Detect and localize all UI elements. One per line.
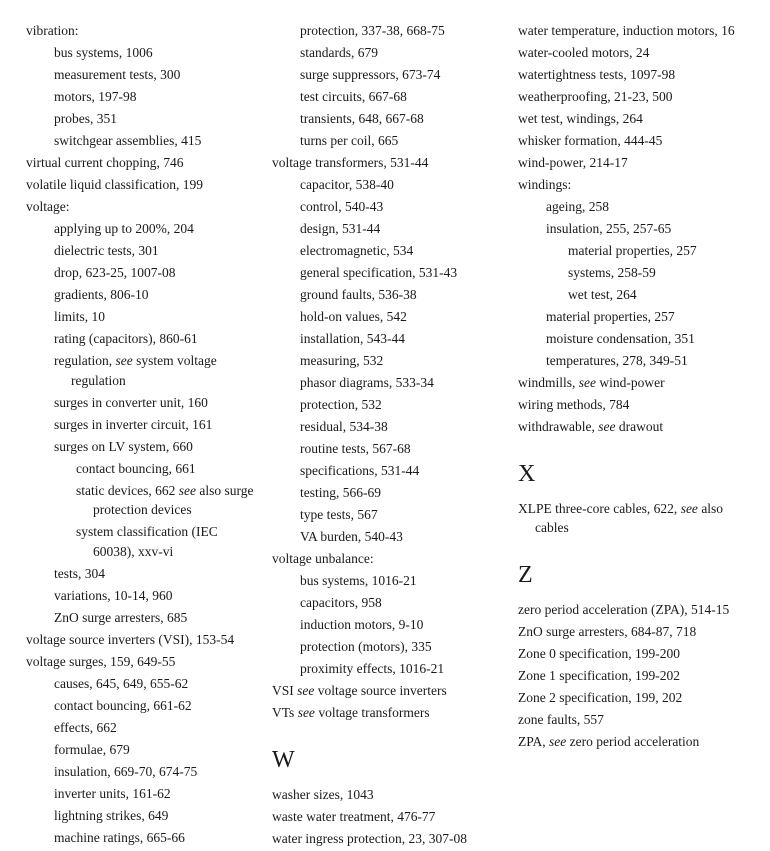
index-entry: Zone 0 specification, 199-200 <box>518 645 680 661</box>
index-subentry: inverter units, 161-62 <box>54 785 171 801</box>
index-subentry: induction motors, 9-10 <box>300 617 424 632</box>
index-subentry: general specification, 531-43 <box>300 265 458 280</box>
index-entry: Zone 2 specification, 199, 202 <box>518 689 683 705</box>
index-entry: waste water treatment, 476-77 <box>272 808 436 824</box>
index-entry: whisker formation, 444-45 <box>518 133 663 148</box>
index-entry: wiring methods, 784 <box>518 397 630 412</box>
section-letter: Z <box>518 561 533 588</box>
index-subentry: gradients, 806-10 <box>54 287 149 302</box>
index-subentry: ground faults, 536-38 <box>300 287 417 302</box>
entry-target: also cables <box>535 500 724 535</box>
index-subentry: machine ratings, 665-66 <box>54 829 185 845</box>
entry-target: voltage transformers <box>314 705 430 720</box>
index-subentry: system classification (IEC 60038), xxv-vi <box>76 524 218 559</box>
index-entry: ZnO surge arresters, 684-87, 718 <box>518 623 697 639</box>
entry-text: VTs <box>272 705 298 720</box>
index-subentry: ageing, 258 <box>546 199 609 214</box>
index-subentry: installation, 543-44 <box>300 331 405 346</box>
index-subentry: test circuits, 667-68 <box>300 89 407 104</box>
index-column-3 <box>518 21 754 754</box>
index-subentry: VA burden, 540-43 <box>300 529 403 544</box>
index-subentry: probes, 351 <box>54 111 117 126</box>
index-subentry: proximity effects, 1016-21 <box>300 661 445 676</box>
index-subentry: limits, 10 <box>54 309 106 324</box>
index-entry: zone faults, 557 <box>518 711 604 727</box>
index-subentry: capacitor, 538-40 <box>300 177 394 192</box>
index-subentry: insulation, 255, 257-65 <box>546 221 672 236</box>
entry-target: wind-power <box>596 375 665 390</box>
index-entry: Zone 1 specification, 199-202 <box>518 667 680 683</box>
index-subentry: wet test, 264 <box>568 287 637 302</box>
entry-text: ZPA, <box>518 733 550 749</box>
index-subentry: turns per coil, 665 <box>300 133 399 148</box>
index-entry: water-cooled motors, 24 <box>518 45 650 60</box>
index-subentry: causes, 645, 649, 655-62 <box>54 675 189 691</box>
index-subentry: tests, 304 <box>54 565 106 581</box>
entry-text: withdrawable, <box>518 419 599 434</box>
index-column-1 <box>26 21 258 850</box>
index-subentry: electromagnetic, 534 <box>300 243 414 258</box>
index-entry: watertightness tests, 1097-98 <box>518 67 676 82</box>
entry-target: drawout <box>615 419 664 434</box>
index-subentry: measurement tests, 300 <box>54 67 181 82</box>
index-subentry: standards, 679 <box>300 45 378 60</box>
index-subentry: formulae, 679 <box>54 741 130 757</box>
index-subentry: capacitors, 958 <box>300 595 382 610</box>
index-entry <box>518 732 754 752</box>
index-subentry: dielectric tests, 301 <box>54 243 159 258</box>
index-subentry <box>26 351 258 390</box>
index-subentry: measuring, 532 <box>300 353 384 368</box>
index-entry: windings: <box>518 177 572 192</box>
index-subentry: phasor diagrams, 533-34 <box>300 375 434 390</box>
index-entry: voltage transformers, 531-44 <box>272 155 429 170</box>
index-subentry: transients, 648, 667-68 <box>300 111 424 126</box>
entry-target: system voltage regulation <box>71 353 217 388</box>
see-reference: see <box>680 500 698 516</box>
index-entry: voltage: <box>26 199 70 214</box>
index-subentry: residual, 534-38 <box>300 419 388 434</box>
index-subentry: rating (capacitors), 860-61 <box>54 331 198 346</box>
index-column-2 <box>272 21 506 851</box>
entry-text: static devices, 662 <box>76 482 179 498</box>
index-entry: wind-power, 214-17 <box>518 155 628 170</box>
entry-text: regulation, <box>54 353 116 368</box>
index-subentry: drop, 623-25, 1007-08 <box>54 265 176 280</box>
see-reference: see <box>598 419 616 434</box>
index-subentry: motors, 197-98 <box>54 89 137 104</box>
index-entry: voltage unbalance: <box>272 551 374 566</box>
index-entry <box>518 499 754 538</box>
entry-target: voltage source inverters <box>314 683 447 698</box>
entry-text: windmills, <box>518 375 579 390</box>
index-entry: water temperature, induction motors, 16 <box>518 23 735 38</box>
index-subentry <box>26 481 258 520</box>
see-reference: see <box>297 705 315 720</box>
index-entry: water ingress protection, 23, 307-08 <box>272 830 467 846</box>
index-subentry: hold-on values, 542 <box>300 309 407 324</box>
index-subentry: surges in converter unit, 160 <box>54 394 208 410</box>
index-entry: voltage source inverters (VSI), 153-54 <box>26 631 235 647</box>
index-subentry: design, 531-44 <box>300 221 381 236</box>
index-entry <box>272 703 506 723</box>
index-subentry: type tests, 567 <box>300 507 378 522</box>
index-subentry: material properties, 257 <box>568 243 697 258</box>
see-reference: see <box>549 733 567 749</box>
index-subentry: effects, 662 <box>54 719 117 735</box>
index-entry: voltage surges, 159, 649-55 <box>26 653 176 669</box>
index-subentry: surges in inverter circuit, 161 <box>54 416 213 432</box>
entry-target: also surge protection devices <box>93 482 254 517</box>
index-subentry: contact bouncing, 661-62 <box>54 697 192 713</box>
index-subentry: specifications, 531-44 <box>300 463 420 478</box>
index-entry <box>272 681 506 701</box>
index-subentry: moisture condensation, 351 <box>546 331 695 346</box>
index-subentry: variations, 10-14, 960 <box>54 587 173 603</box>
index-subentry: systems, 258-59 <box>568 265 656 280</box>
index-subentry: lightning strikes, 649 <box>54 807 169 823</box>
index-subentry: protection, 532 <box>300 397 382 412</box>
index-subentry: protection, 337-38, 668-75 <box>300 23 445 38</box>
index-entry: volatile liquid classification, 199 <box>26 177 203 192</box>
index-subentry: ZnO surge arresters, 685 <box>54 609 188 625</box>
index-entry: zero period acceleration (ZPA), 514-15 <box>518 601 730 617</box>
section-letter: W <box>272 746 295 773</box>
index-subentry: temperatures, 278, 349-51 <box>546 353 688 368</box>
index-subentry: bus systems, 1006 <box>54 45 153 60</box>
see-reference: see <box>178 482 196 498</box>
entry-text: XLPE three-core cables, 622, <box>518 500 681 516</box>
index-entry: washer sizes, 1043 <box>272 786 374 802</box>
index-subentry: switchgear assemblies, 415 <box>54 133 202 148</box>
index-subentry: bus systems, 1016-21 <box>300 573 417 588</box>
index-subentry: surge suppressors, 673-74 <box>300 67 441 82</box>
index-entry: virtual current chopping, 746 <box>26 155 184 170</box>
index-subentry: testing, 566-69 <box>300 485 381 500</box>
index-subentry: insulation, 669-70, 674-75 <box>54 763 198 779</box>
index-entry <box>518 373 754 393</box>
index-subentry: material properties, 257 <box>546 309 675 324</box>
index-subentry: surges on LV system, 660 <box>54 438 193 454</box>
entry-text: VSI <box>272 683 298 698</box>
index-entry: vibration: <box>26 23 79 38</box>
see-reference: see <box>297 683 315 698</box>
section-letter: X <box>518 460 536 487</box>
index-entry <box>518 417 754 437</box>
index-subentry: protection (motors), 335 <box>300 639 432 654</box>
entry-target: zero period acceleration <box>566 733 700 749</box>
see-reference: see <box>578 375 597 390</box>
index-subentry: contact bouncing, 661 <box>76 460 196 476</box>
index-subentry: applying up to 200%, 204 <box>54 221 194 236</box>
index-subentry: control, 540-43 <box>300 199 384 214</box>
index-entry: wet test, windings, 264 <box>518 111 643 126</box>
index-entry: weatherproofing, 21-23, 500 <box>518 89 673 104</box>
index-subentry: routine tests, 567-68 <box>300 441 411 456</box>
see-reference: see <box>115 353 133 368</box>
